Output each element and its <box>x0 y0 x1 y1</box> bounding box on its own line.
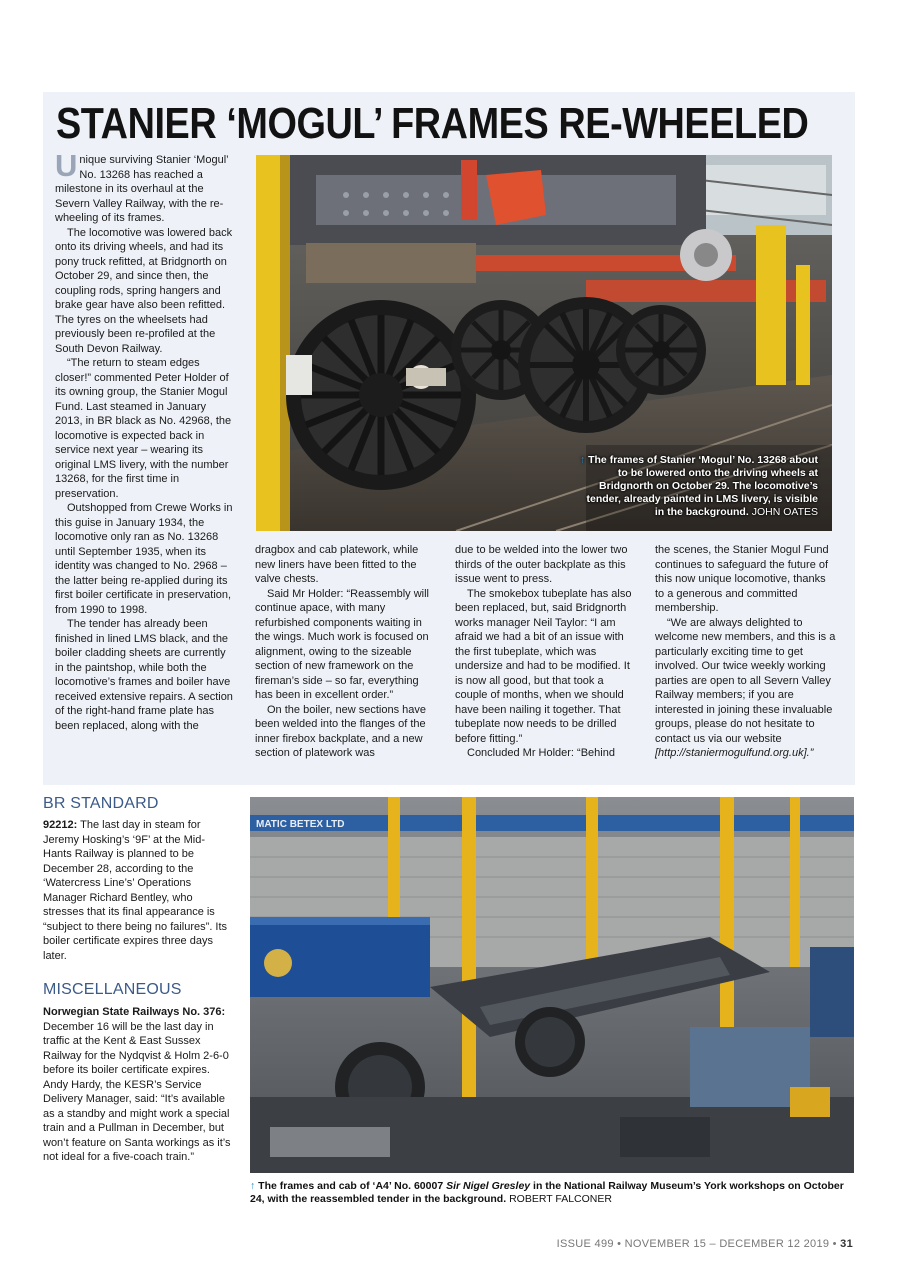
article-paragraph: The smokebox tubeplate has also been replaced, but, said Bridgnorth works manager Neil Taylor: “I am afraid we had a bit of an issue with the first tubeplate, which was undersize and had to be modified. It is now all good, but that took a couple of months, when we should have been nailing it together. That tubeplate now needs to be drilled before fitting.” <box>455 587 632 745</box>
article-paragraph: due to be welded into the lower two thirds of the outer backplate as this issue went to press. <box>455 544 628 585</box>
paragraph-text: nique surviving Stanier ‘Mogul’ No. 13268 has reached a milestone in its overhaul at the Severn Valley Railway, with the re-wheeling of its frames. <box>55 154 229 224</box>
arrow-up-icon: ↑ <box>250 1180 256 1192</box>
article-paragraph: dragbox and cab platework, while new liners have been fitted to the valve chests. <box>255 544 419 585</box>
website-link[interactable]: [http://staniermogulfund.org.uk].” <box>655 747 814 759</box>
caption-text: in the National Railway Museum’s York workshops on October 24, with the reassembled tender in the background. <box>250 1180 844 1205</box>
drop-cap: U <box>55 148 78 183</box>
page-title: STANIER ‘MOGUL’ FRAMES RE-WHEELED <box>56 99 809 148</box>
article-paragraph: Concluded Mr Holder: “Behind <box>467 747 615 759</box>
photo-credit: JOHN OATES <box>751 506 818 518</box>
page-footer <box>557 1238 853 1250</box>
locomotive-name: Sir Nigel Gresley <box>446 1180 531 1192</box>
section-title-miscellaneous: MISCELLANEOUS <box>43 981 182 998</box>
article-paragraph <box>655 616 837 761</box>
workshop-photo <box>250 797 854 1173</box>
article-paragraph: On the boiler, new sections have been welded into the flanges of the inner firebox backplate, and a new section of platework was <box>255 703 426 759</box>
article-paragraph: Outshopped from Crewe Works in this guise in January 1934, the locomotive only ran as No. 13268 until September 1935, when its identity was changed to No. 2968 – the latter being re-applied during its first boiler certificate in preservation, from 1990 to 1998. <box>55 502 233 616</box>
article-column-2 <box>255 543 437 761</box>
gantry-sign: MATIC BETEX LTD <box>256 819 345 830</box>
article-paragraph: the scenes, the Stanier Mogul Fund continues to safeguard the future of this now unique locomotive, thanks to a generous and committed membership. <box>655 544 829 614</box>
article-paragraph: Said Mr Holder: “Reassembly will continue apace, with many refurbished components waiting in the wings. Much work is focused on alignment, owing to the sizeable section of new framework on the fireman’s side – so far, everything has been in excellent order.” <box>255 587 429 701</box>
article-column-3 <box>455 543 637 761</box>
article-paragraph: The locomotive was lowered back onto its driving wheels, and had its pony truck refitted, at Bridgnorth on October 29, and since then, the coupling rods, spring hangers and brake gear have also been refitted. The tyres on the wheelsets had previously been re-profiled at the South Devon Railway. <box>55 226 233 355</box>
news-item-lead: Norwegian State Railways No. 376: <box>43 1006 226 1018</box>
caption-text: The frames and cab of ‘A4’ No. 60007 <box>255 1180 447 1192</box>
issue-info: ISSUE 499 • NOVEMBER 15 – DECEMBER 12 2019 • <box>556 1238 837 1250</box>
news-item-text: The last day in steam for Jeremy Hosking’s ‘9F’ at the Mid-Hants Railway is planned to be December 28, according to the ‘Watercress Line’s’ Operations Manager Richard Bentley, who stresses that its final appearance is “subject to there being no failures”. Its boiler certificate expires three days later. <box>43 819 228 962</box>
news-item <box>43 818 233 963</box>
misc-item <box>43 1005 233 1165</box>
photo-caption <box>250 1180 855 1206</box>
article-paragraph: The tender has already been finished in lined LMS black, and the boiler cladding sheets are currently in the paintshop, while both the locomotive’s frames and boiler have received extensive repairs. A section of the right-hand frame plate has been replaced, along with the <box>55 618 233 732</box>
photo-credit: ROBERT FALCONER <box>509 1193 612 1205</box>
workshop-illustration <box>250 797 854 1173</box>
photo-caption <box>578 454 818 519</box>
article-column-4 <box>655 543 837 761</box>
news-item-lead: 92212: <box>43 819 78 831</box>
br-standard-item <box>43 818 233 963</box>
page-number: 31 <box>840 1238 853 1250</box>
paragraph-text: “We are always delighted to welcome new members, and this is a particularly exciting time to get involved. Our twice weekly working parties are open to all Severn Valley Railway members; if you are interested in joining these invaluable groups, please do not hesitate to contact us via our website <box>655 616 836 745</box>
article-paragraph <box>55 148 233 226</box>
caption-text: The frames of Stanier ‘Mogul’ No. 13268 about to be lowered onto the driving wheels at Bridgnorth on October 29. The locomotive’s tender, already painted in LMS livery, is visible in the background. <box>586 454 818 518</box>
locomotive-frames-photo <box>256 155 832 531</box>
arrow-up-icon: ↑ <box>579 454 586 466</box>
section-title-br-standard: BR STANDARD <box>43 795 159 812</box>
article-column-1 <box>55 148 233 733</box>
news-item <box>43 1005 233 1165</box>
news-item-text: December 16 will be the last day in traffic at the Kent & East Sussex Railway for the Nydqvist & Holm 2-6-0 before its boiler certificate expires. Andy Hardy, the KESR’s Service Delivery Manager, said: “It’s available as a standby and might work a special train and a Pullman in December, but won’t feature on Santa workings as it’s not ideal for a five-coach train.” <box>43 1020 231 1163</box>
article-paragraph: “The return to steam edges closer!” commented Peter Holder of its owning group, the Stanier Mogul Fund. Last steamed in January 2013, in BR black as No. 42968, the locomotive is expected back in service next year – wearing its original LMS livery, with the number 13268, for the first time in preservation. <box>55 357 232 500</box>
